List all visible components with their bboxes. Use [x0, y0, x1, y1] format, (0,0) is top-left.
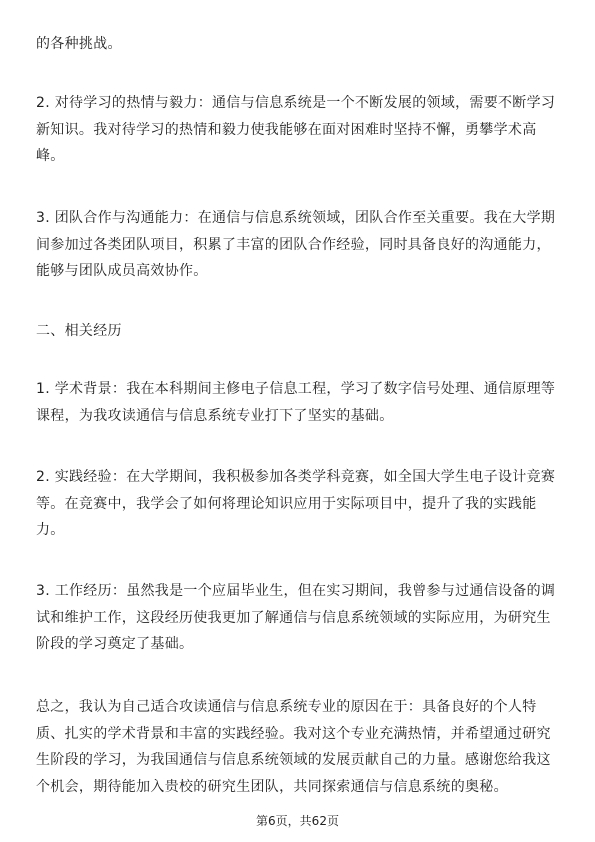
- paragraph-teamwork: [36, 205, 564, 285]
- text-line: 新知识。我对待学习的热情和毅力使我能够在面对困难时坚持不懈，勇攀学术高: [36, 121, 537, 138]
- text-line: 2. 对待学习的热情与毅力：通信与信息系统是一个不断发展的领域，需要不断学习: [36, 95, 556, 111]
- text-line: 力。: [36, 522, 65, 538]
- text-line: 质、扎实的学术背景和丰富的实践经验。我对这个专业充满热情，并希望通过研究: [36, 725, 551, 742]
- text-line: 试和维护工作，这段经历使我更加了解通信与信息系统领域的实际应用，为研究生: [36, 609, 551, 626]
- paragraph-academic-background: [36, 376, 564, 429]
- text-line: 3. 团队合作与沟通能力：在通信与信息系统领域，团队合作至关重要。我在大学期: [36, 210, 556, 226]
- text-line: 课程，为我攻读通信与信息系统专业打下了坚实的基础。: [36, 407, 394, 424]
- text-line: 间参加过各类团队项目，积累了丰富的团队合作经验，同时具备良好的沟通能力，: [36, 236, 551, 253]
- text-line: 生阶段的学习，为我国通信与信息系统领域的发展贡献自己的力量。感谢您给我这: [36, 752, 551, 768]
- paragraph-learning-passion: [36, 90, 564, 170]
- text-line: 峰。: [36, 148, 65, 164]
- page-number: 第6页，共62页: [256, 814, 339, 828]
- paragraph-work-experience: [36, 578, 564, 658]
- paragraph-practice-experience: [36, 464, 564, 544]
- text-line: 能够与团队成员高效协作。: [36, 263, 208, 279]
- text-line: 总之，我认为自己适合攻读通信与信息系统专业的原因在于：具备良好的个人特: [36, 699, 537, 715]
- section-heading-experience: [36, 318, 564, 345]
- text-line: 3. 工作经历：虽然我是一个应届毕业生，但在实习期间，我曾参与过通信设备的调: [36, 583, 556, 599]
- section-heading: 二、相关经历: [36, 323, 122, 339]
- paragraph-conclusion: [36, 694, 564, 800]
- text-line: 等。在竞赛中，我学会了如何将理论知识应用于实际项目中，提升了我的实践能: [36, 495, 537, 512]
- text-line: 阶段的学习奠定了基础。: [36, 636, 194, 652]
- paragraph-challenges-tail: [36, 31, 564, 58]
- text-line: 1. 学术背景：我在本科期间主修电子信息工程，学习了数字信号处理、通信原理等: [36, 381, 556, 397]
- text-line: 的各种挑战。: [36, 36, 122, 52]
- text-line: 2. 实践经验：在大学期间，我积极参加各类学科竞赛，如全国大学生电子设计竞赛: [36, 469, 556, 485]
- text-line: 个机会，期待能加入贵校的研究生团队，共同探索通信与信息系统的奥秘。: [36, 778, 508, 795]
